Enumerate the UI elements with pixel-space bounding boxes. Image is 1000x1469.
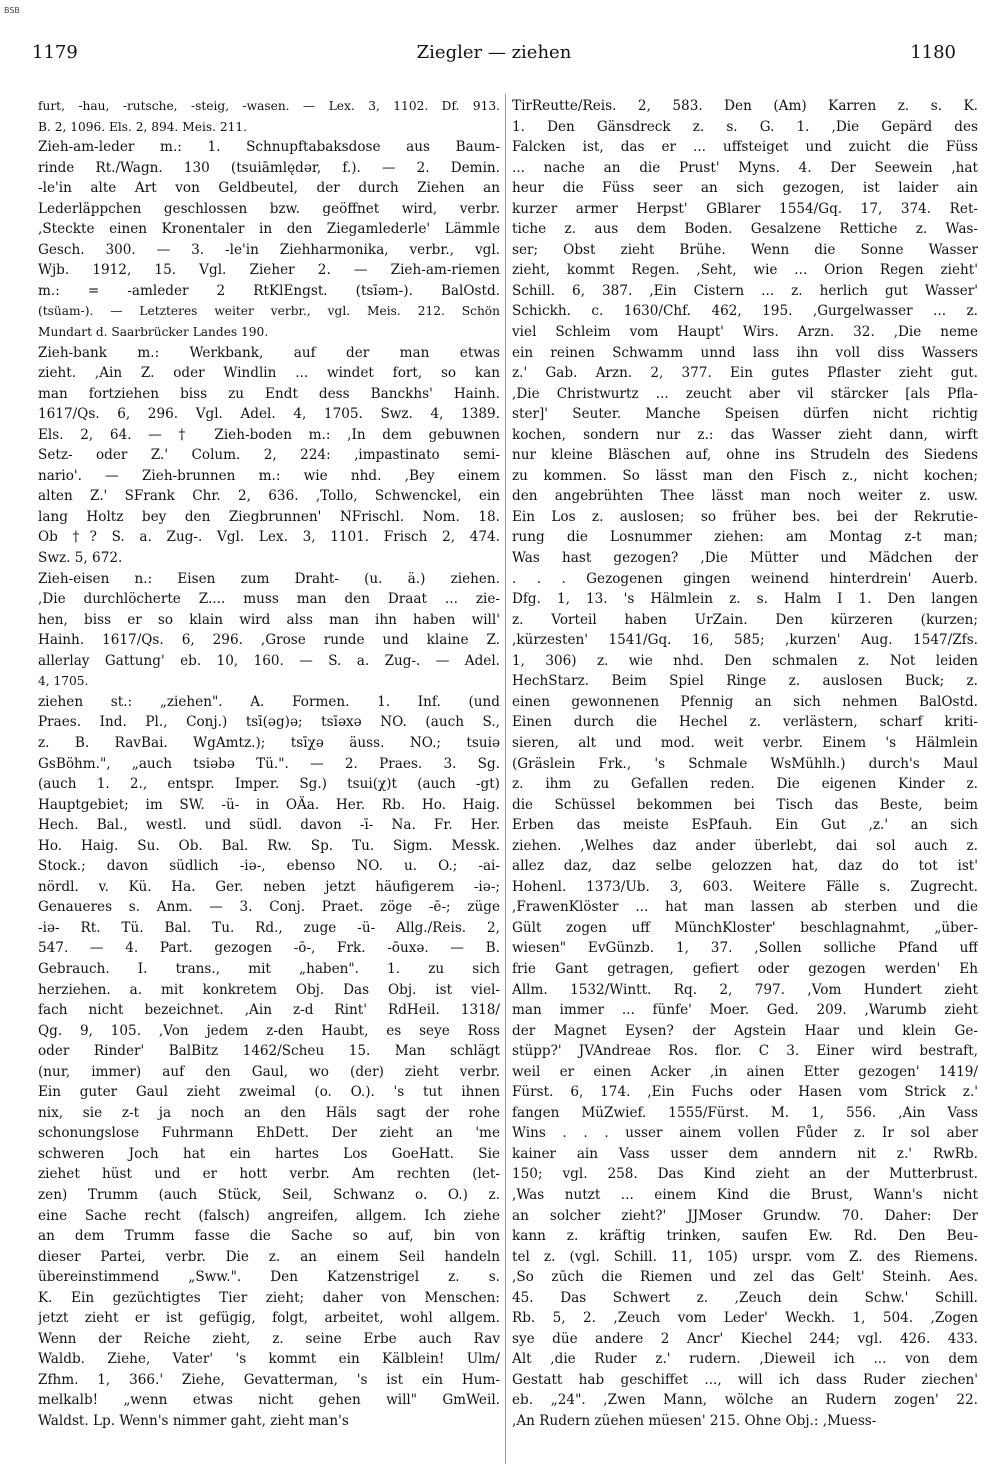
text-line: weil er einen Acker ,in ainen Etter gezogen' 1419/	[512, 1063, 978, 1080]
text-line: Zieh-eisen n.: Eisen zum Draht- (u. ä.) ziehen.	[38, 570, 500, 587]
text-line: alten Z.' SFrank Chr. 2, 636. ,Tollo, Schwenckel, ein	[38, 488, 500, 505]
text-line: K. Ein gezüchtigtes Tier zieht; daher von Menschen:	[38, 1289, 500, 1306]
text-line: ziehet hüst und er hott verbr. Am rechten (let-	[38, 1166, 500, 1183]
text-line: ,An Rudern züehen müesen' 215. Ohne Obj.: ,Muess-	[512, 1413, 877, 1429]
text-line: 4, 1705.	[38, 674, 89, 689]
text-line: ,So zūch die Riemen und zel das Gelt' Steinh. Aes.	[512, 1269, 978, 1286]
text-line: kainer ain Vass usser dem anndern nit z.' RwRb.	[512, 1145, 978, 1162]
text-line: dieser Partei, verbr. Die z. an einem Seil handeln	[38, 1248, 500, 1265]
text-line: fach nicht bezeichnet. ,Ain z-d Rint' RdHeil. 1318/	[38, 1002, 500, 1019]
text-line: zu kommen. So lässt man den Fisch z., nicht kochen;	[512, 467, 978, 484]
text-line: lang Holtz bey den Ziegbrunnen' NFrischl. Nom. 18.	[38, 508, 500, 525]
text-line: z. ihm zu Gefallen reden. Die eigenen Kinder z.	[512, 776, 978, 793]
text-line: Ein Los z. auslosen; so früher bes. bei der Rekrutie-	[512, 508, 978, 525]
text-line: (Gräslein Frk., 's Schmale WsMühlh.) durch's Maul	[512, 755, 978, 772]
text-line: Lederläppchen geschlossen bzw. geöffnet wird, verbr.	[38, 200, 500, 217]
text-line: (tsüam-). — Letzteres weiter verbr., vgl. Meis. 212. Schön	[38, 304, 500, 319]
text-line: Genaueres s. Anm. — 3. Conj. Praet. zöge -ē-; züge	[38, 899, 500, 916]
text-line: HechStarz. Beim Spiel Ringe z. auslosen Buck; z.	[512, 673, 978, 690]
text-line: kochen, sondern nur z.: das Wasser zieht dann, wirft	[512, 426, 978, 443]
text-line: Praes. Ind. Pl., Conj.) tsī(əg)ə; tsīəxə NO. (auch S.,	[38, 714, 500, 731]
text-line: zieht, kommt Regen. ,Seht, wie ... Orion Regen zieht'	[512, 262, 978, 279]
text-line: Hainh. 1617/Qs. 6, 296. ,Grose runde und klaine Z.	[38, 632, 500, 649]
text-line: ,FrawenKlöster ... hat man lassen ab sterben und die	[512, 899, 978, 916]
text-line: rinde Rt./Wagn. 130 (tsuiāmlędər, f.). — 2. Demin.	[38, 159, 500, 176]
text-line: ein reinen Schwamm unnd lass ihn voll diss Wassers	[512, 344, 978, 361]
text-line: Gesch. 300. — 3. -le'in Ziehharmonika, verbr., vgl.	[38, 241, 500, 258]
text-line: frie Gant getragen, gefiert oder gezogen werden' Eh	[512, 960, 978, 977]
text-line: heur die Füss seer an sich gezogen, ist laider ain	[512, 180, 978, 197]
text-line: Dfg. 1, 13. 's Hälmlein z. s. Halm I 1. Den langen	[512, 591, 978, 608]
text-line: eine Sache recht (falsch) angreifen, allgem. Ich ziehe	[38, 1207, 500, 1224]
text-line: ,Was nutzt ... einem Kind die Brust, Wann's nicht	[512, 1186, 978, 1203]
text-line: man immer ... fünfe' Moer. Ged. 209. ,Warumb zieht	[512, 1002, 978, 1019]
left-column	[38, 96, 500, 1432]
text-line: übereinstimmend „Sww.". Den Katzenstrigel z. s.	[38, 1269, 500, 1286]
text-line: Ob †? S. a. Zug-. Vgl. Lex. 3, 1101. Frisch 2, 474.	[38, 529, 500, 546]
text-line: Zfhm. 1, 366.' Ziehe, Gevatterman, 's ist ein Hum-	[38, 1371, 500, 1388]
text-line: zieht. ,Ain Z. oder Windlin ... windet fort, so kan	[38, 365, 500, 382]
text-line: schweren Joch hat ein hartes Los GoeHatt. Sie	[38, 1145, 500, 1162]
text-line: fangen MüZwief. 1555/Fürst. M. 1, 556. ,Ain Vass	[512, 1104, 978, 1121]
running-title: Ziegler — ziehen	[416, 42, 572, 63]
text-line: Wins . . . usser ainem vollen Fůder z. Ir sol aber	[512, 1125, 978, 1142]
text-line: an solcher zieht?' JJMoser Grundw. 70. Daher: Der	[512, 1207, 978, 1224]
text-line: sieren, alt und mod. weit verbr. Einem 's Hälmlein	[512, 734, 978, 751]
text-line: eb. „24". ,Zwen Mann, wölche an Rudern zogen' 22.	[512, 1392, 978, 1409]
text-line: . . . Gezogenen gingen weinend hinterdrein' Auerb.	[512, 570, 978, 587]
text-line: ,Die Christwurtz ... zeucht aber vil stärcker [als Pfla-	[512, 385, 978, 402]
text-line: melkalb! „wenn etwas nicht gehen will" GmWeil.	[38, 1392, 500, 1409]
text-line: Mundart d. Saarbrücker Landes 190.	[38, 325, 269, 340]
text-line: ,Steckte einen Kronentaler in den Ziegamlederle' Lämmle	[38, 221, 500, 238]
text-line: kurzer armer Herpst' GBlarer 1554/Gq. 17, 374. Ret-	[512, 200, 978, 217]
text-line: viel Schleim vom Haupt' Wirs. Arzn. 32. ,Die neme	[512, 324, 978, 341]
text-line: tiche z. aus dem Boden. Gesalzene Rettiche z. Was-	[512, 221, 978, 238]
text-line: Zieh-bank m.: Werkbank, auf der man etwas	[38, 344, 500, 361]
text-line: oder Rinder' BalBitz 1462/Scheu 15. Man schlägt	[38, 1043, 500, 1060]
text-line: allerlay Gattung' eb. 10, 160. — S. a. Zug-. — Adel.	[38, 652, 500, 669]
page-number-left: 1179	[32, 42, 78, 63]
text-line: Hauptgebiet; im SW. -ü- in OÄa. Her. Rb. Ho. Haig.	[38, 796, 500, 813]
text-line: nördl. v. Kü. Ha. Ger. neben jetzt häufigerem -iə-;	[38, 878, 500, 895]
text-line: (auch 1. 2., entspr. Imper. Sg.) tsui(χ)t (auch -gt)	[38, 776, 500, 793]
text-line: jetzt zieht er ist gefügig, folgt, arbeitet, wohl allgem.	[38, 1310, 500, 1327]
text-line: z. Vorteil haben UrZain. Den kürzeren (kurzen;	[512, 611, 978, 628]
text-line: ,Die durchlöcherte Z.... muss man den Draat ... zie-	[38, 591, 500, 608]
text-line: Falcken ist, das er ... uffsteiget und zuicht die Füss	[512, 139, 978, 156]
text-line: 1617/Qs. 6, 296. Vgl. Adel. 4, 1705. Swz. 4, 1389.	[38, 406, 500, 423]
text-line: B. 2, 1096. Els. 2, 894. Meis. 211.	[38, 119, 248, 134]
text-line: an dem Trumm fasse die Sache so auf, bin von	[38, 1228, 500, 1245]
text-line: z. B. RavBai. WgAmtz.); tsīχə äuss. NO.; tsuiə	[38, 734, 500, 751]
text-line: Stock.; davon südlich -iə-, ebenso NO. u. O.; -ai-	[38, 858, 500, 875]
text-line: nario'. — Zieh-brunnen m.: wie nhd. ,Bey einem	[38, 467, 500, 484]
text-line: Wenn der Reiche zieht, z. seine Erbe auch Rav	[38, 1330, 500, 1347]
text-line: Ein guter Gaul zieht zweimal (o. O.). 's tut ihnen	[38, 1084, 500, 1101]
text-line: ziehen st.: „ziehen". A. Formen. 1. Inf. (und	[38, 693, 500, 710]
text-line: wiesen" EvGünzb. 1, 37. ,Sollen solliche Pfand uff	[512, 940, 978, 957]
text-line: Ho. Haig. Su. Ob. Bal. Rw. Sp. Tu. Sigm. Messk.	[38, 837, 500, 854]
text-line: ster]' Seuter. Manche Speisen dürfen nicht richtig	[512, 406, 978, 423]
text-line: -le'in alte Art von Geldbeutel, der durch Ziehen an	[38, 180, 500, 197]
text-line: Els. 2, 64. — † Zieh-boden m.: ,In dem gebuwnen	[38, 426, 500, 443]
text-line: der Magnet Eysen? der Agstein Haar und klein Ge-	[512, 1022, 978, 1039]
text-line: 1. Den Gänsdreck z. s. G. 1. ,Die Gepärd des	[512, 118, 978, 135]
text-line: m.: = -amleder 2 RtKlEngst. (tsīəm-). BalOstd.	[38, 282, 500, 299]
text-line: man fortziehen biss zu Endt dess Banckhs' Hainh.	[38, 385, 500, 402]
text-line: 1, 306) z. wie nhd. Den schmalen z. Not leiden	[512, 652, 978, 669]
text-line: 547. — 4. Part. gezogen -ō-, Frk. -ōuxə. — B.	[38, 940, 500, 957]
right-column	[512, 96, 978, 1432]
text-line: Setz- oder Z.' Colum. 2, 224: ,impastinato semi-	[38, 447, 500, 464]
text-line: Gestatt hab geschiffet ..., will ich dass Ruder ziechen'	[512, 1371, 978, 1388]
text-line: ... nache an die Prust' Myns. 4. Der Seewein ,hat	[512, 159, 978, 176]
text-line: allez daz, daz selbe gelozzen hat, daz do tot ist'	[512, 858, 978, 875]
text-line: Einen durch die Hechel z. verlästern, scharf kriti-	[512, 714, 978, 731]
text-line: Gült zogen uff MünchKloster' beschlagnahmt, „über-	[512, 919, 978, 936]
text-line: Rb. 5, 2. ,Zeuch vom Leder' Weckh. 1, 504. ,Zogen	[512, 1310, 978, 1327]
text-line: sye düe andere 2 Ancr' Kiechel 244; vgl. 426. 433.	[512, 1330, 978, 1347]
text-line: zen) Trumm (auch Stück, Seil, Schwanz o. O.) z.	[38, 1186, 500, 1203]
text-line: rung die Losnummer ziehen: am Montag z-t man;	[512, 529, 978, 546]
text-line: TirReutte/Reis. 2, 583. Den (Am) Karren z. s. K.	[512, 98, 978, 114]
text-line: z.' Gab. Arzn. 2, 377. Ein gutes Pflaster zieht gut.	[512, 365, 978, 382]
column-divider	[505, 94, 506, 1464]
text-line: schonungslose Fuhrmann EhDett. Der zieht an 'me	[38, 1125, 500, 1142]
text-line: furt, -hau, -rutsche, -steig, -wasen. — Lex. 3, 1102. Df. 913.	[38, 99, 500, 113]
text-line: -iə- Rt. Tü. Bal. Tu. Rd., zuge -ü- Allg./Reis. 2,	[38, 919, 500, 936]
text-line: stüpp?' JVAndreae Ros. flor. C 3. Einer wird bestraft,	[512, 1043, 978, 1060]
text-line: Hech. Bal., westl. und südl. davon -ī- Na. Fr. Her.	[38, 817, 500, 834]
text-line: hen, biss er so klain wird alss man ihn haben will'	[38, 611, 500, 628]
text-line: (nur, immer) auf den Gaul, wo (der) zieht verbr.	[38, 1063, 500, 1080]
text-line: Wjb. 1912, 15. Vgl. Zieher 2. — Zieh-am-riemen	[38, 262, 500, 279]
text-line: die Schüssel bekommen bei Tisch das Beste, beim	[512, 796, 978, 813]
text-line: Waldb. Ziehe, Vater' 's kommt ein Kälblein! Ulm/	[38, 1351, 500, 1368]
text-line: Was hast gezogen? ,Die Mütter und Mädchen der	[512, 550, 978, 567]
text-line: Alt ,die Ruder z.' rudern. ,Dieweil ich ... von dem	[512, 1351, 978, 1368]
text-line: den angebrühten Thee lässt man noch weiter z. usw.	[512, 488, 978, 505]
text-line: ser; Obst zieht Brühe. Wenn die Sonne Wasser	[512, 241, 978, 258]
text-line: 150; vgl. 258. Das Kind zieht an der Mutterbrust.	[512, 1166, 978, 1183]
library-stamp: BSB	[4, 6, 20, 15]
text-line: Schickh. c. 1630/Chf. 462, 195. ,Gurgelwasser ... z.	[512, 303, 978, 320]
page-number-right: 1180	[910, 42, 956, 63]
text-line: Swz. 5, 672.	[38, 550, 123, 567]
text-line: GsBöhm.", „auch tsiəbə Tü.". — 2. Praes. 3. Sg.	[38, 755, 500, 772]
text-line: Erben das meiste EsPfauh. Ein Gut ,z.' an sich	[512, 817, 978, 834]
text-line: Schill. 6, 387. ,Ein Cistern ... z. herlich gut Wasser'	[512, 282, 978, 299]
text-line: einen gewonnenen Pfennig an sich nehmen BalOstd.	[512, 693, 978, 710]
text-line: Allm. 1532/Wintt. Rq. 2, 797. ,Vom Hundert zieht	[512, 981, 978, 998]
text-line: nix, sie z-t ja noch an den Häls sagt der rohe	[38, 1104, 500, 1121]
text-line: Waldst. Lp. Wenn's nimmer gaht, zieht man's	[38, 1413, 349, 1429]
text-line: Zieh-am-leder m.: 1. Schnupftabaksdose aus Baum-	[38, 139, 500, 156]
text-line: herziehen. a. mit konkretem Obj. Das Obj. ist viel-	[38, 981, 500, 998]
text-line: Hohenl. 1373/Ub. 3, 603. Weitere Fälle s. Zugrecht.	[512, 878, 978, 895]
text-line: tel z. (vgl. Schill. 11, 105) urspr. vom Z. des Riemens.	[512, 1248, 978, 1265]
text-line: kann z. kräftig trinken, saufen Ew. Rd. Den Beu-	[512, 1228, 978, 1245]
text-line: 45. Das Schwert z. ,Zeuch dein Schw.' Schill.	[512, 1289, 978, 1306]
text-line: Fürst. 6, 174. ,Ein Fuchs oder Hasen vom Strick z.'	[512, 1084, 978, 1101]
text-line: ,kürzesten' 1541/Gq. 16, 585; ,kurzen' Aug. 1547/Zfs.	[512, 632, 978, 649]
text-line: Qg. 9, 105. ,Von jedem z-den Haubt, es seye Ross	[38, 1022, 500, 1039]
text-line: ziehen. ,Welhes daz ander überlebt, dai sol auch z.	[512, 837, 978, 854]
page-header	[32, 42, 956, 74]
text-line: nur kleine Bläschen auf, ohne ins Strudeln des Siedens	[512, 447, 978, 464]
text-line: Gebrauch. I. trans., mit „haben". 1. zu sich	[38, 960, 500, 977]
